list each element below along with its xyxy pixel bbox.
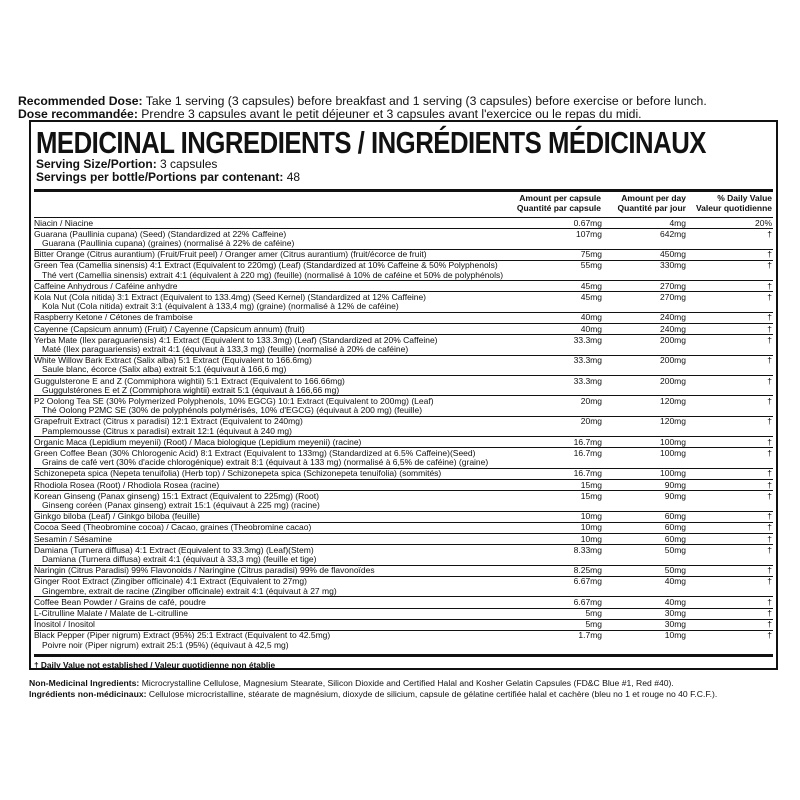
non-medicinal-fr-text: Cellulose microcristalline, stéarate de magnésium, dioxyde de silicium, capsule de gélatine certifiée halal et cachère (bleu no 1 et rouge no 40 F.C.F.). (148, 689, 718, 699)
ingredient-name-line1: Inositol / Inositol (34, 620, 95, 630)
daily-value: † (767, 619, 772, 630)
ingredient-row (34, 576, 773, 596)
amount-per-capsule: 45mg (580, 291, 602, 302)
non-medicinal-ingredients (29, 678, 799, 700)
amount-per-capsule: 40mg (580, 323, 602, 334)
ingredient-name-line2: Maté (Ilex paraguariensis) extrait 4:1 (équivaut à 133,3 mg) (feuille) (normalisé à 20% de caféine) (42, 343, 409, 354)
ingredient-row (34, 291, 773, 311)
ingredient-name-line1: Cayenne (Capsicum annum) (Fruit) / Cayenne (Capsicum annum) (fruit) (34, 324, 305, 334)
daily-value: † (767, 375, 772, 386)
amount-per-capsule: 16.7mg (573, 447, 602, 458)
ingredient-name (34, 449, 534, 467)
daily-value: † (767, 416, 772, 427)
divider-bottom (34, 654, 773, 657)
ingredient-row (34, 436, 773, 447)
ingredient-name-line1: Black Pepper (Piper nigrum) Extract (95%) 25:1 Extract (Equivalent to 42.5mg) (34, 631, 331, 641)
ingredient-name (34, 293, 534, 311)
amount-per-day: 100mg (660, 436, 686, 447)
ingredient-name-line1: Cocoa Seed (Theobromine cocoa) / Cacao, graines (Theobromine cacao) (34, 523, 312, 533)
amount-per-day: 330mg (660, 260, 686, 271)
ingredients-panel (29, 120, 778, 670)
amount-per-day: 60mg (664, 522, 686, 533)
ingredient-row (34, 217, 773, 228)
ingredient-name (34, 417, 534, 435)
ingredient-row (34, 334, 773, 354)
ingredient-name (34, 377, 534, 395)
divider-thick (34, 189, 773, 192)
amount-per-day: 120mg (660, 416, 686, 427)
ingredient-row (34, 249, 773, 260)
ingredient-name (34, 261, 534, 279)
daily-value: † (767, 228, 772, 239)
ingredient-row (34, 596, 773, 607)
ingredient-name (34, 250, 534, 259)
amount-per-capsule: 16.7mg (573, 436, 602, 447)
ingredient-row (34, 608, 773, 619)
amount-per-day: 30mg (664, 608, 686, 619)
amount-per-capsule: 33.3mg (573, 375, 602, 386)
amount-per-capsule: 10mg (580, 522, 602, 533)
ingredient-name-line1: Grapefruit Extract (Citrus x paradisi) 12:1 Extract (Equivalent to 240mg) (34, 417, 303, 427)
daily-value: † (767, 511, 772, 522)
ingredient-name-line2: Guggulstérones E et Z (Commiphora wightii) extrait 5:1 (équivaut à 166,66 mg) (42, 384, 340, 395)
ingredient-name-line1: Green Tea (Camellia sinensis) 4:1 Extract (Equivalent to 220mg) (Leaf) (Standardized at 10% Caffeine & 50% Polyphenols) (34, 261, 498, 271)
ingredient-name-line1: Raspberry Ketone / Cétones de framboise (34, 313, 193, 323)
ingredient-row (34, 416, 773, 436)
ingredient-name-line1: White Willow Bark Extract (Salix alba) 5:1 Extract (Equivalent to 166.6mg) (34, 356, 312, 366)
amount-per-capsule: 20mg (580, 416, 602, 427)
daily-value: † (767, 608, 772, 619)
ingredient-row (34, 468, 773, 479)
ingredient-name-line2: Thé Oolong P2MC SE (30% de polyphénols polymérisés, 10% d'EGCG) (équivaut à 200 mg) (feuille) (42, 405, 423, 416)
amount-per-capsule: 15mg (580, 479, 602, 490)
daily-value: † (767, 260, 772, 271)
amount-per-capsule: 75mg (580, 249, 602, 260)
serving-size-value: 3 capsules (160, 157, 218, 171)
ingredient-row (34, 522, 773, 533)
ingredient-name-line2: Saule blanc, écorce (Salix alba) extrait 5:1 (équivaut à 166,6 mg) (42, 364, 287, 375)
ingredient-row (34, 228, 773, 248)
ingredient-name-line1: P2 Oolong Tea SE (30% Polymerized Polyphenols, 10% EGCG) 10:1 Extract (Equivalent to 200mg) (Leaf) (34, 396, 434, 406)
ingredient-row (34, 544, 773, 564)
ingredient-row (34, 511, 773, 522)
servings-label: Servings per bottle/ (36, 169, 149, 184)
footnote: † Daily Value not established / Valeur quotidienne non établie (34, 660, 276, 670)
ingredient-name (34, 481, 534, 490)
ingredient-row (34, 619, 773, 630)
non-medicinal-en-label: Non-Medicinal Ingredients: (29, 678, 140, 688)
ingredient-name-line2: Kola Nut (Cola nitida) extrait 3:1 (équivalent à 133,4 mg) (graine) (normalisé à 12% de caféine) (42, 301, 399, 312)
ingredient-name (34, 492, 534, 510)
daily-value: † (767, 249, 772, 260)
amount-per-capsule: 107mg (576, 228, 602, 239)
amount-per-capsule: 45mg (580, 280, 602, 291)
amount-per-capsule: 6.67mg (573, 576, 602, 587)
ingredient-row (34, 479, 773, 490)
ingredient-name-line1: Coffee Bean Powder / Grains de café, poudre (34, 597, 206, 607)
ingredient-name-line1: Kola Nut (Cola nitida) 3:1 Extract (Equivalent to 133.4mg) (Seed Kernel) (Standardized at 12% Caffeine) (34, 292, 426, 302)
ingredient-name-line1: Guggulsterone E and Z (Commiphora wightii) 5:1 Extract (Equivalent to 166.66mg) (34, 376, 345, 386)
ingredient-name (34, 523, 534, 532)
amount-per-capsule: 40mg (580, 312, 602, 323)
daily-value: † (767, 395, 772, 406)
daily-value: † (767, 630, 772, 641)
ingredient-name-line1: Yerba Mate (Ilex paraguariensis) 4:1 Extract (Equivalent to 133.3mg) (Leaf) (Standardized at 20% Caffeine) (34, 335, 438, 345)
ingredient-name-line1: Caffeine Anhydrous / Caféine anhydre (34, 281, 178, 291)
ingredient-name-line2: Poivre noir (Piper nigrum) extrait 25:1 (95%) (équivaut à 42,5 mg) (42, 639, 289, 650)
amount-per-day: 10mg (664, 630, 686, 641)
ingredient-name (34, 577, 534, 595)
amount-per-day: 50mg (664, 565, 686, 576)
daily-value: † (767, 490, 772, 501)
daily-value: † (767, 522, 772, 533)
amount-per-capsule: 1.7mg (578, 630, 602, 641)
ingredient-row (34, 395, 773, 415)
amount-per-capsule: 0.67mg (573, 217, 602, 228)
ingredient-name-line2: Grains de café vert (30% d'acide chlorogénique) extrait 8:1 (équivaut à 133 mg) (normalisé à 6,5% de caféine) (graine) (42, 457, 489, 468)
daily-value: † (767, 565, 772, 576)
amount-per-capsule: 15mg (580, 490, 602, 501)
amount-per-capsule: 33.3mg (573, 334, 602, 345)
ingredient-name-line1: Rhodiola Rosea (Root) / Rhodiola Rosea (racine) (34, 480, 220, 490)
ingredient-name (34, 336, 534, 354)
daily-value: † (767, 355, 772, 366)
ingredient-name (34, 313, 534, 322)
col-header-day: Amount per day Quantité par jour (617, 193, 686, 213)
amount-per-capsule: 16.7mg (573, 468, 602, 479)
ingredient-name-line2: Thé vert (Camellia sinensis) extrait 4:1 (équivalent à 220 mg) (feuille) (normalisé à 10% de caféine et 50% de polyphénols) (42, 269, 504, 280)
amount-per-capsule: 20mg (580, 395, 602, 406)
servings-per-bottle (36, 171, 300, 184)
daily-value: † (767, 596, 772, 607)
ingredient-name-line1: L-Citrulline Malate / Malate de L-citrulline (34, 609, 189, 619)
amount-per-day: 642mg (660, 228, 686, 239)
amount-per-capsule: 10mg (580, 511, 602, 522)
amount-per-day: 90mg (664, 490, 686, 501)
amount-per-day: 270mg (660, 291, 686, 302)
ingredient-name (34, 546, 534, 564)
daily-value: † (767, 479, 772, 490)
ingredient-name-line1: Damiana (Turnera diffusa) 4:1 Extract (Equivalent to 33.3mg) (Leaf)(Stem) (34, 545, 314, 555)
ingredient-name-line2: Damiana (Turnera diffusa) extrait 4:1 (équivaut à 33,3 mg) (feuille et tige) (42, 554, 317, 564)
daily-value: † (767, 468, 772, 479)
ingredient-name (34, 397, 534, 415)
daily-value: † (767, 280, 772, 291)
daily-value: † (767, 312, 772, 323)
amount-per-capsule: 8.33mg (573, 544, 602, 555)
ingredient-row (34, 533, 773, 544)
amount-per-day: 40mg (664, 596, 686, 607)
ingredient-name-line1: Organic Maca (Lepidium meyenii) (Root) / Maca biologique (Lepidium meyenii) (racine) (34, 437, 362, 447)
ingredient-row (34, 260, 773, 280)
ingredient-name-line1: Ginkgo biloba (Leaf) / Ginkgo biloba (feuille) (34, 512, 200, 522)
amount-per-capsule: 6.67mg (573, 596, 602, 607)
ingredient-name-line1: Schizonepeta spica (Nepeta tenuifolia) (Herb top) / Schizonepeta spica (Schizonepeta tenuifolia) (sommités) (34, 469, 442, 479)
ingredient-name (34, 219, 534, 228)
ingredient-name (34, 325, 534, 334)
dose-fr-text: Prendre 3 capsules avant le petit déjeuner et 3 capsules avant l'exercice ou le repas du midi. (141, 107, 642, 121)
serving-size-label: Serving Size/ (36, 157, 111, 171)
ingredient-row (34, 375, 773, 395)
ingredient-name (34, 609, 534, 618)
ingredient-name (34, 438, 534, 447)
ingredient-name (34, 535, 534, 544)
amount-per-day: 200mg (660, 375, 686, 386)
ingredient-row (34, 447, 773, 467)
ingredient-name (34, 282, 534, 291)
ingredient-row (34, 323, 773, 334)
ingredient-name-line1: Niacin / Niacine (34, 218, 94, 228)
ingredient-name-line1: Korean Ginseng (Panax ginseng) 15:1 Extract (Equivalent to 225mg) (Root) (34, 491, 319, 501)
serving-size-fr: Portion: (110, 157, 157, 171)
ingredient-name-line2: Gingembre, extrait de racine (Zingiber officinale) extrait 4:1 (équivaut à 27 mg) (42, 585, 337, 596)
col-header-capsule: Amount per capsule Quantité par capsule (516, 193, 601, 213)
non-medicinal-en (29, 678, 799, 689)
ingredient-name-line1: Guarana (Paullinia cupana) (Seed) (Standardized at 22% Caffeine) (34, 229, 287, 239)
recommended-dose (18, 95, 788, 121)
ingredient-rows (34, 217, 773, 650)
serving-info (36, 158, 300, 183)
daily-value: † (767, 533, 772, 544)
amount-per-day: 240mg (660, 323, 686, 334)
ingredient-row (34, 630, 773, 650)
ingredient-name-line1: Sesamin / Sésamine (34, 534, 112, 544)
amount-per-day: 60mg (664, 533, 686, 544)
non-medicinal-fr-label: Ingrédients non-médicinaux: (29, 689, 147, 699)
amount-per-day: 100mg (660, 447, 686, 458)
ingredient-name (34, 620, 534, 629)
daily-value: † (767, 576, 772, 587)
ingredient-name-line2: Ginseng coréen (Panax ginseng) extrait 15:1 (équivaut à 225 mg) (racine) (42, 499, 320, 510)
amount-per-day: 200mg (660, 334, 686, 345)
daily-value: † (767, 323, 772, 334)
ingredient-name (34, 230, 534, 248)
ingredient-name (34, 469, 534, 478)
ingredient-name-line2: Pamplemousse (Citrus x paradisi) extrait 12:1 (équivaut à 240 mg) (42, 425, 292, 436)
ingredient-name (34, 566, 534, 575)
ingredient-name-line2: Guarana (Paullinia cupana) (graines) (normalisé à 22% de caféine) (42, 237, 295, 248)
daily-value: † (767, 544, 772, 555)
ingredient-name (34, 356, 534, 374)
daily-value: 20% (754, 217, 772, 228)
daily-value: † (767, 447, 772, 458)
ingredient-row (34, 280, 773, 291)
amount-per-capsule: 5mg (585, 608, 602, 619)
amount-per-day: 240mg (660, 312, 686, 323)
ingredient-name (34, 512, 534, 521)
amount-per-day: 270mg (660, 280, 686, 291)
daily-value: † (767, 334, 772, 345)
ingredient-name-line1: Bitter Orange (Citrus aurantium) (Fruit/Fruit peel) / Oranger amer (Citrus aurantium) (fruit/écorce de fruit) (34, 250, 427, 260)
amount-per-capsule: 55mg (580, 260, 602, 271)
ingredient-row (34, 565, 773, 576)
amount-per-day: 90mg (664, 479, 686, 490)
amount-per-capsule: 33.3mg (573, 355, 602, 366)
non-medicinal-fr (29, 689, 799, 700)
daily-value: † (767, 436, 772, 447)
amount-per-day: 100mg (660, 468, 686, 479)
servings-value: 48 (286, 169, 301, 184)
ingredient-name-line1: Naringin (Citrus Paradisi) 99% Flavonoids / Naringine (Citrus paradisi) 99% de flavonoïdes (34, 566, 375, 576)
amount-per-day: 450mg (660, 249, 686, 260)
amount-per-day: 60mg (664, 511, 686, 522)
amount-per-day: 50mg (664, 544, 686, 555)
amount-per-capsule: 8.25mg (573, 565, 602, 576)
daily-value: † (767, 291, 772, 302)
dose-en-text: Take 1 serving (3 capsules) before breakfast and 1 serving (3 capsules) before exercise or before lunch. (145, 94, 707, 108)
ingredient-name (34, 598, 534, 607)
amount-per-day: 120mg (660, 395, 686, 406)
ingredient-row (34, 312, 773, 323)
panel-title: MEDICINAL INGREDIENTS / INGRÉDIENTS MÉDICINAUX (36, 125, 706, 160)
servings-fr: Portions par contenant: (148, 169, 284, 184)
amount-per-capsule: 5mg (585, 619, 602, 630)
dose-en-label: Recommended Dose: (18, 94, 143, 108)
amount-per-day: 4mg (669, 217, 686, 228)
amount-per-day: 40mg (664, 576, 686, 587)
amount-per-day: 30mg (664, 619, 686, 630)
ingredient-row (34, 355, 773, 375)
ingredient-row (34, 490, 773, 510)
non-medicinal-en-text: Microcrystalline Cellulose, Magnesium Stearate, Silicon Dioxide and Certified Halal and Kosher Gelatin Capsules (FD&C Blue #1, Red #40). (141, 678, 674, 688)
ingredient-name-line1: Green Coffee Bean (30% Chlorogenic Acid) 8:1 Extract (Equivalent to 133mg) (Standardized at 6.5% Caffeine)(Seed) (34, 448, 476, 458)
dose-fr-label: Dose recommandée: (18, 107, 138, 121)
col-header-dv: % Daily Value Valeur quotidienne (695, 193, 772, 213)
ingredient-name-line1: Ginger Root Extract (Zingiber officinale) 4:1 Extract (Equivalent to 27mg) (34, 577, 307, 587)
ingredient-name (34, 631, 534, 649)
amount-per-day: 200mg (660, 355, 686, 366)
amount-per-capsule: 10mg (580, 533, 602, 544)
